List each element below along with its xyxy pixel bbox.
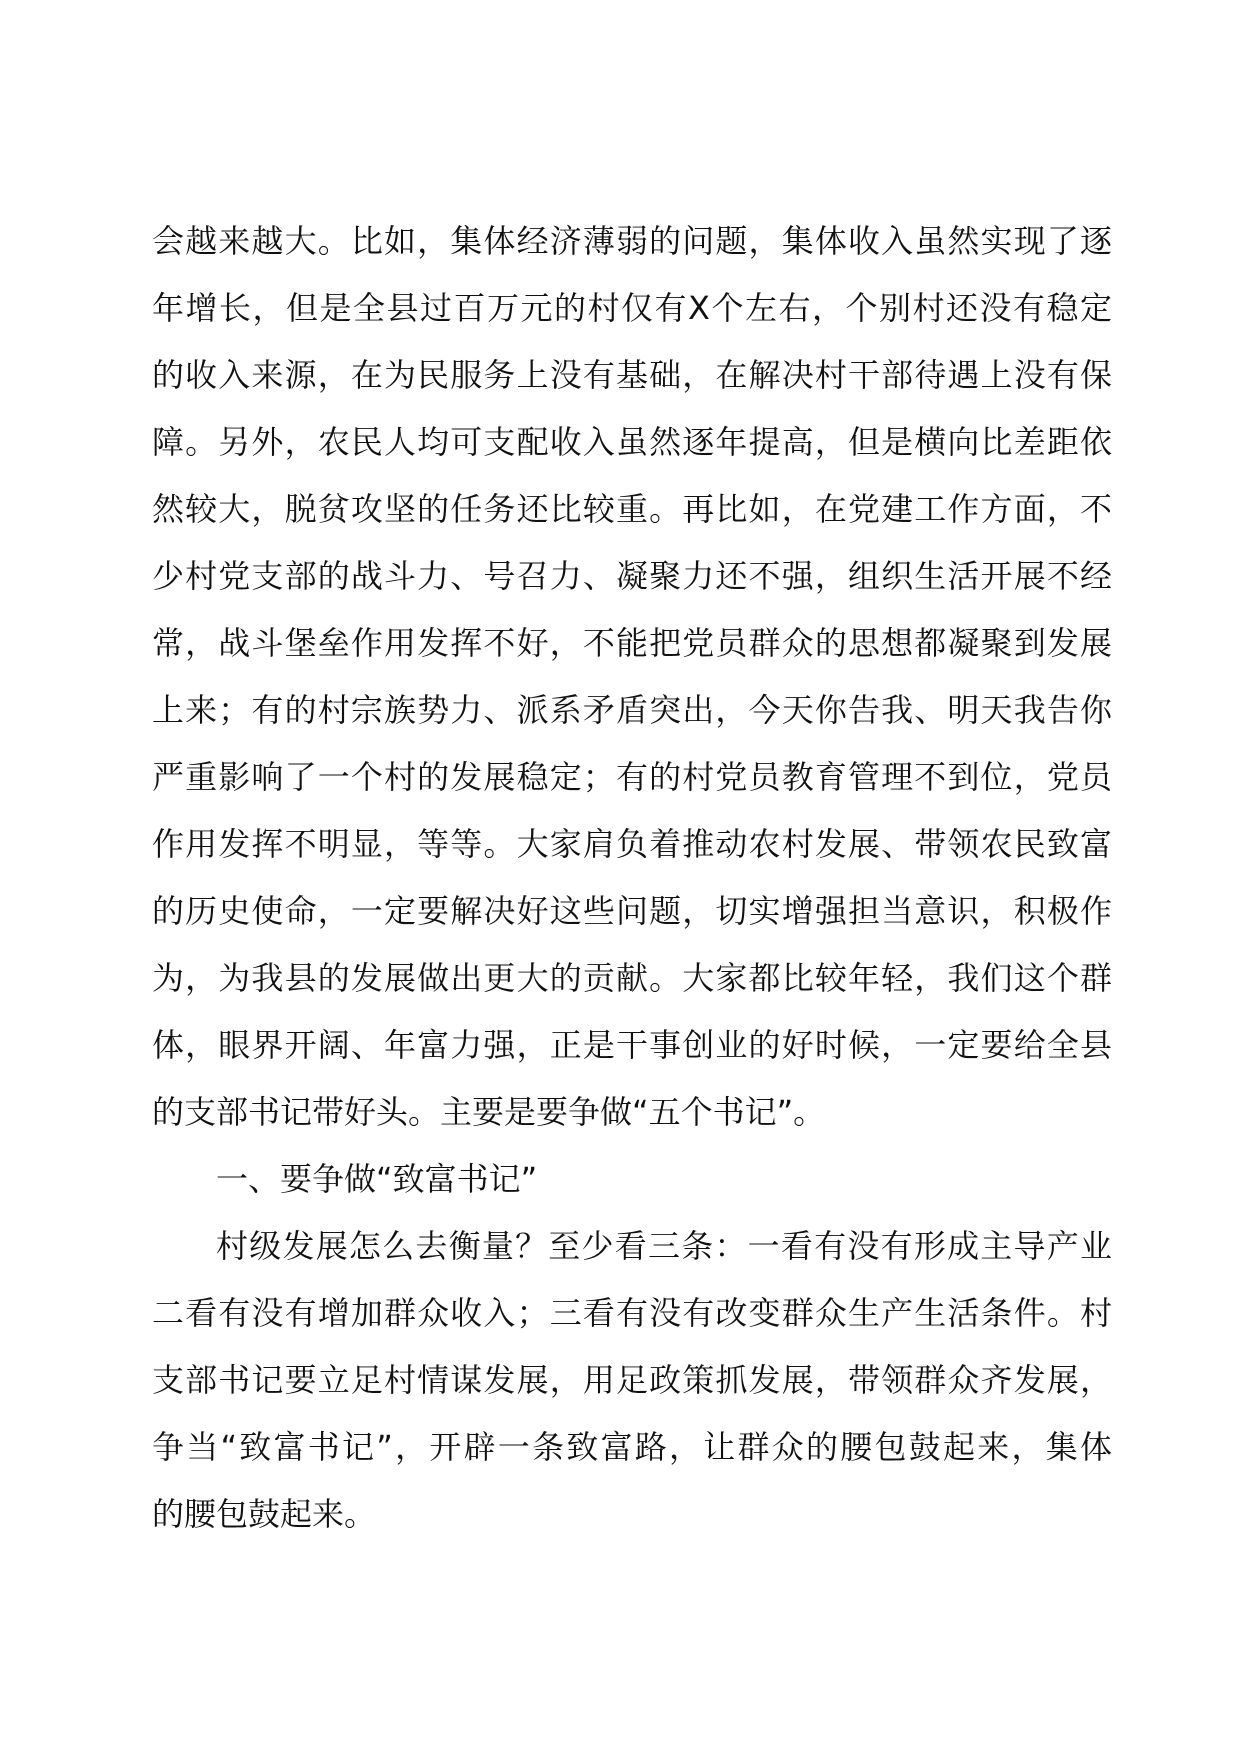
text-line: 上来；有的村宗族势力、派系矛盾突出，今天你告我、明天我告你 <box>152 691 1112 729</box>
paragraph-2 <box>152 1213 1112 1548</box>
text-line: 少村党支部的战斗力、号召力、凝聚力还不强，组织生活开展不经 <box>152 557 1112 595</box>
text-line: 年增长，但是全县过百万元的村仅有X个左右，个别村还没有稳定 <box>152 289 1112 327</box>
text-line: 为，为我县的发展做出更大的贡献。大家都比较年轻，我们这个群 <box>152 959 1112 997</box>
text-line: 二看有没有增加群众收入；三看有没有改变群众生产生活条件。村 <box>152 1294 1112 1332</box>
document-body <box>152 208 1112 1548</box>
text-line: 作用发挥不明显，等等。大家肩负着推动农村发展、带领农民致富 <box>152 825 1112 863</box>
text-line: 的历史使命，一定要解决好这些问题，切实增强担当意识，积极作 <box>152 892 1112 930</box>
text-line: 的支部书记带好头。主要是要争做“五个书记”。 <box>152 1093 826 1131</box>
text-line: 常，战斗堡垒作用发挥不好，不能把党员群众的思想都凝聚到发展 <box>152 624 1112 662</box>
text-line: 的收入来源，在为民服务上没有基础，在解决村干部待遇上没有保 <box>152 356 1112 394</box>
paragraph-1 <box>152 208 1112 1146</box>
text-line: 障。另外，农民人均可支配收入虽然逐年提高，但是横向比差距依 <box>152 423 1112 461</box>
text-line: 支部书记要立足村情谋发展，用足政策抓发展，带领群众齐发展， <box>152 1361 1112 1399</box>
text-line: 村级发展怎么去衡量？至少看三条：一看有没有形成主导产业 <box>216 1227 1112 1265</box>
text-line: 的腰包鼓起来。 <box>152 1495 377 1533</box>
section-heading: 一、要争做“致富书记” <box>216 1160 538 1198</box>
text-line: 体，眼界开阔、年富力强，正是干事创业的好时候，一定要给全县 <box>152 1026 1112 1064</box>
text-line: 会越来越大。比如，集体经济薄弱的问题，集体收入虽然实现了逐 <box>152 222 1112 260</box>
text-line: 争当“致富书记”，开辟一条致富路，让群众的腰包鼓起来，集体 <box>152 1428 1112 1466</box>
text-line: 然较大，脱贫攻坚的任务还比较重。再比如，在党建工作方面，不 <box>152 490 1112 528</box>
text-line: 严重影响了一个村的发展稳定；有的村党员教育管理不到位，党员 <box>152 758 1112 796</box>
